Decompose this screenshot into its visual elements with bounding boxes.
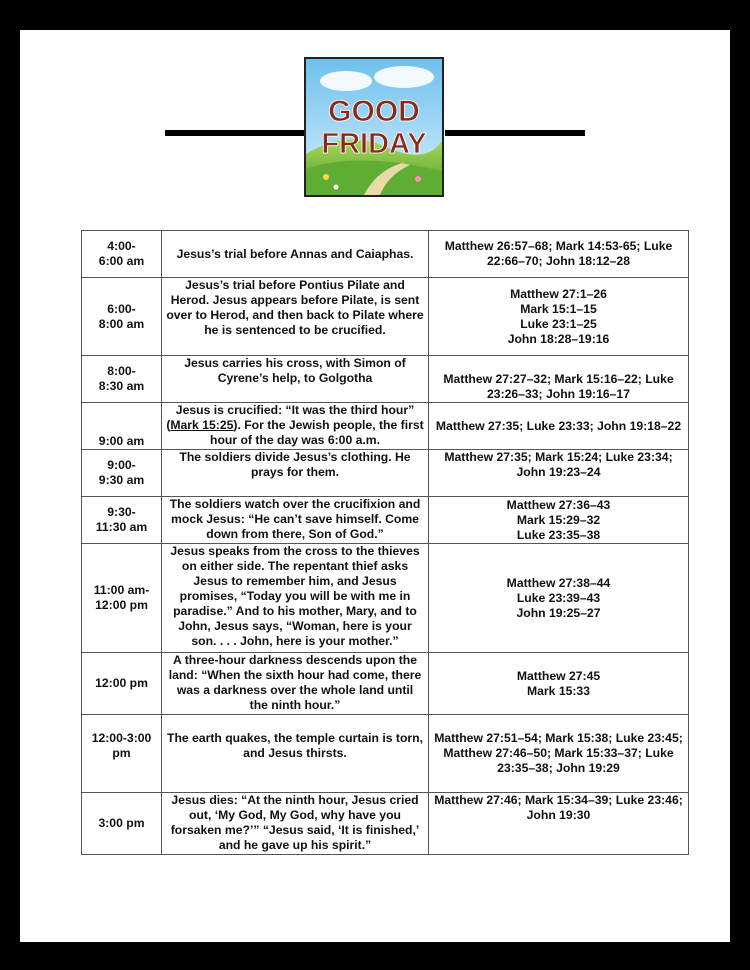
table-row: [82, 793, 689, 855]
event-cell: Jesus’s trial before Annas and Caiaphas.: [162, 231, 429, 278]
scripture-refs-cell: Matthew 26:57–68; Mark 14:53-65; Luke 22:66–70; John 18:12–28: [429, 231, 689, 278]
scripture-refs-cell: Matthew 27:46; Mark 15:34–39; Luke 23:46; John 19:30: [429, 793, 689, 855]
document-page: [20, 30, 730, 942]
scripture-refs-cell: Matthew 27:1–26 Mark 15:1–15 Luke 23:1–25 John 18:28–19:16: [429, 278, 689, 356]
table-row: [82, 356, 689, 403]
event-cell: The soldiers divide Jesus’s clothing. He prays for them.: [162, 450, 429, 497]
table-row: [82, 231, 689, 278]
logo-line1: GOOD: [328, 95, 420, 128]
header-rule-right: [445, 130, 585, 136]
time-cell: 4:00- 6:00 am: [82, 231, 162, 278]
event-cell: Jesus carries his cross, with Simon of Cyrene’s help, to Golgotha: [162, 356, 429, 403]
event-cell: A three-hour darkness descends upon the land: “When the sixth hour had come, there was a darkness over the whole land until the ninth hour.”: [162, 653, 429, 715]
event-cell: Jesus speaks from the cross to the thieves on either side. The repentant thief asks Jesus to remember him, and Jesus promises, “Today you will be with me in paradise.” And to his mother, Mary, and to John, Jesus says, “Woman, here is your son. . . . John, here is your mother.”: [162, 544, 429, 653]
table-row: [82, 715, 689, 793]
scripture-link[interactable]: Mark 15:25: [170, 418, 234, 432]
table-row: [82, 653, 689, 715]
time-cell: 3:00 pm: [82, 793, 162, 855]
scripture-refs-cell: Matthew 27:35; Luke 23:33; John 19:18–22: [429, 403, 689, 450]
table-row: [82, 544, 689, 653]
time-cell: 8:00- 8:30 am: [82, 356, 162, 403]
scripture-refs-cell: Matthew 27:35; Mark 15:24; Luke 23:34; John 19:23–24: [429, 450, 689, 497]
header-rule-left: [165, 130, 305, 136]
time-cell: 6:00- 8:00 am: [82, 278, 162, 356]
event-cell: Jesus dies: “At the ninth hour, Jesus cried out, ‘My God, My God, why have you forsaken me?’” “Jesus said, ‘It is finished,’ and he gave up his spirit.”: [162, 793, 429, 855]
scripture-refs-cell: Matthew 27:36–43 Mark 15:29–32 Luke 23:35–38: [429, 497, 689, 544]
time-cell: 12:00 pm: [82, 653, 162, 715]
time-cell: 12:00-3:00 pm: [82, 715, 162, 793]
scripture-refs-cell: Matthew 27:38–44 Luke 23:39–43 John 19:25–27: [429, 544, 689, 653]
good-friday-timeline-table: [81, 230, 689, 855]
good-friday-logo: [304, 57, 444, 197]
table-row: [82, 450, 689, 497]
time-cell: 9:00- 9:30 am: [82, 450, 162, 497]
scripture-refs-cell: Matthew 27:45 Mark 15:33: [429, 653, 689, 715]
table-row: [82, 403, 689, 450]
scripture-refs-cell: Matthew 27:27–32; Mark 15:16–22; Luke 23:26–33; John 19:16–17: [429, 356, 689, 403]
time-cell: 11:00 am- 12:00 pm: [82, 544, 162, 653]
event-cell: Jesus’s trial before Pontius Pilate and Herod. Jesus appears before Pilate, is sent over to Herod, and then back to Pilate where he is sentenced to be crucified.: [162, 278, 429, 356]
time-cell: 9:30- 11:30 am: [82, 497, 162, 544]
logo-line2: FRIDAY: [321, 128, 427, 160]
event-cell: The earth quakes, the temple curtain is torn, and Jesus thirsts.: [162, 715, 429, 793]
event-cell: The soldiers watch over the crucifixion and mock Jesus: “He can’t save himself. Come down from there, Son of God.”: [162, 497, 429, 544]
scripture-refs-cell: Matthew 27:51–54; Mark 15:38; Luke 23:45; Matthew 27:46–50; Mark 15:33–37; Luke 23:35–38; John 19:29: [429, 715, 689, 793]
table-row: [82, 497, 689, 544]
table-row: [82, 278, 689, 356]
time-cell: 9:00 am: [82, 403, 162, 450]
event-cell: Jesus is crucified: “It was the third hour” (Mark 15:25). For the Jewish people, the first hour of the day was 6:00 a.m.: [162, 403, 429, 450]
